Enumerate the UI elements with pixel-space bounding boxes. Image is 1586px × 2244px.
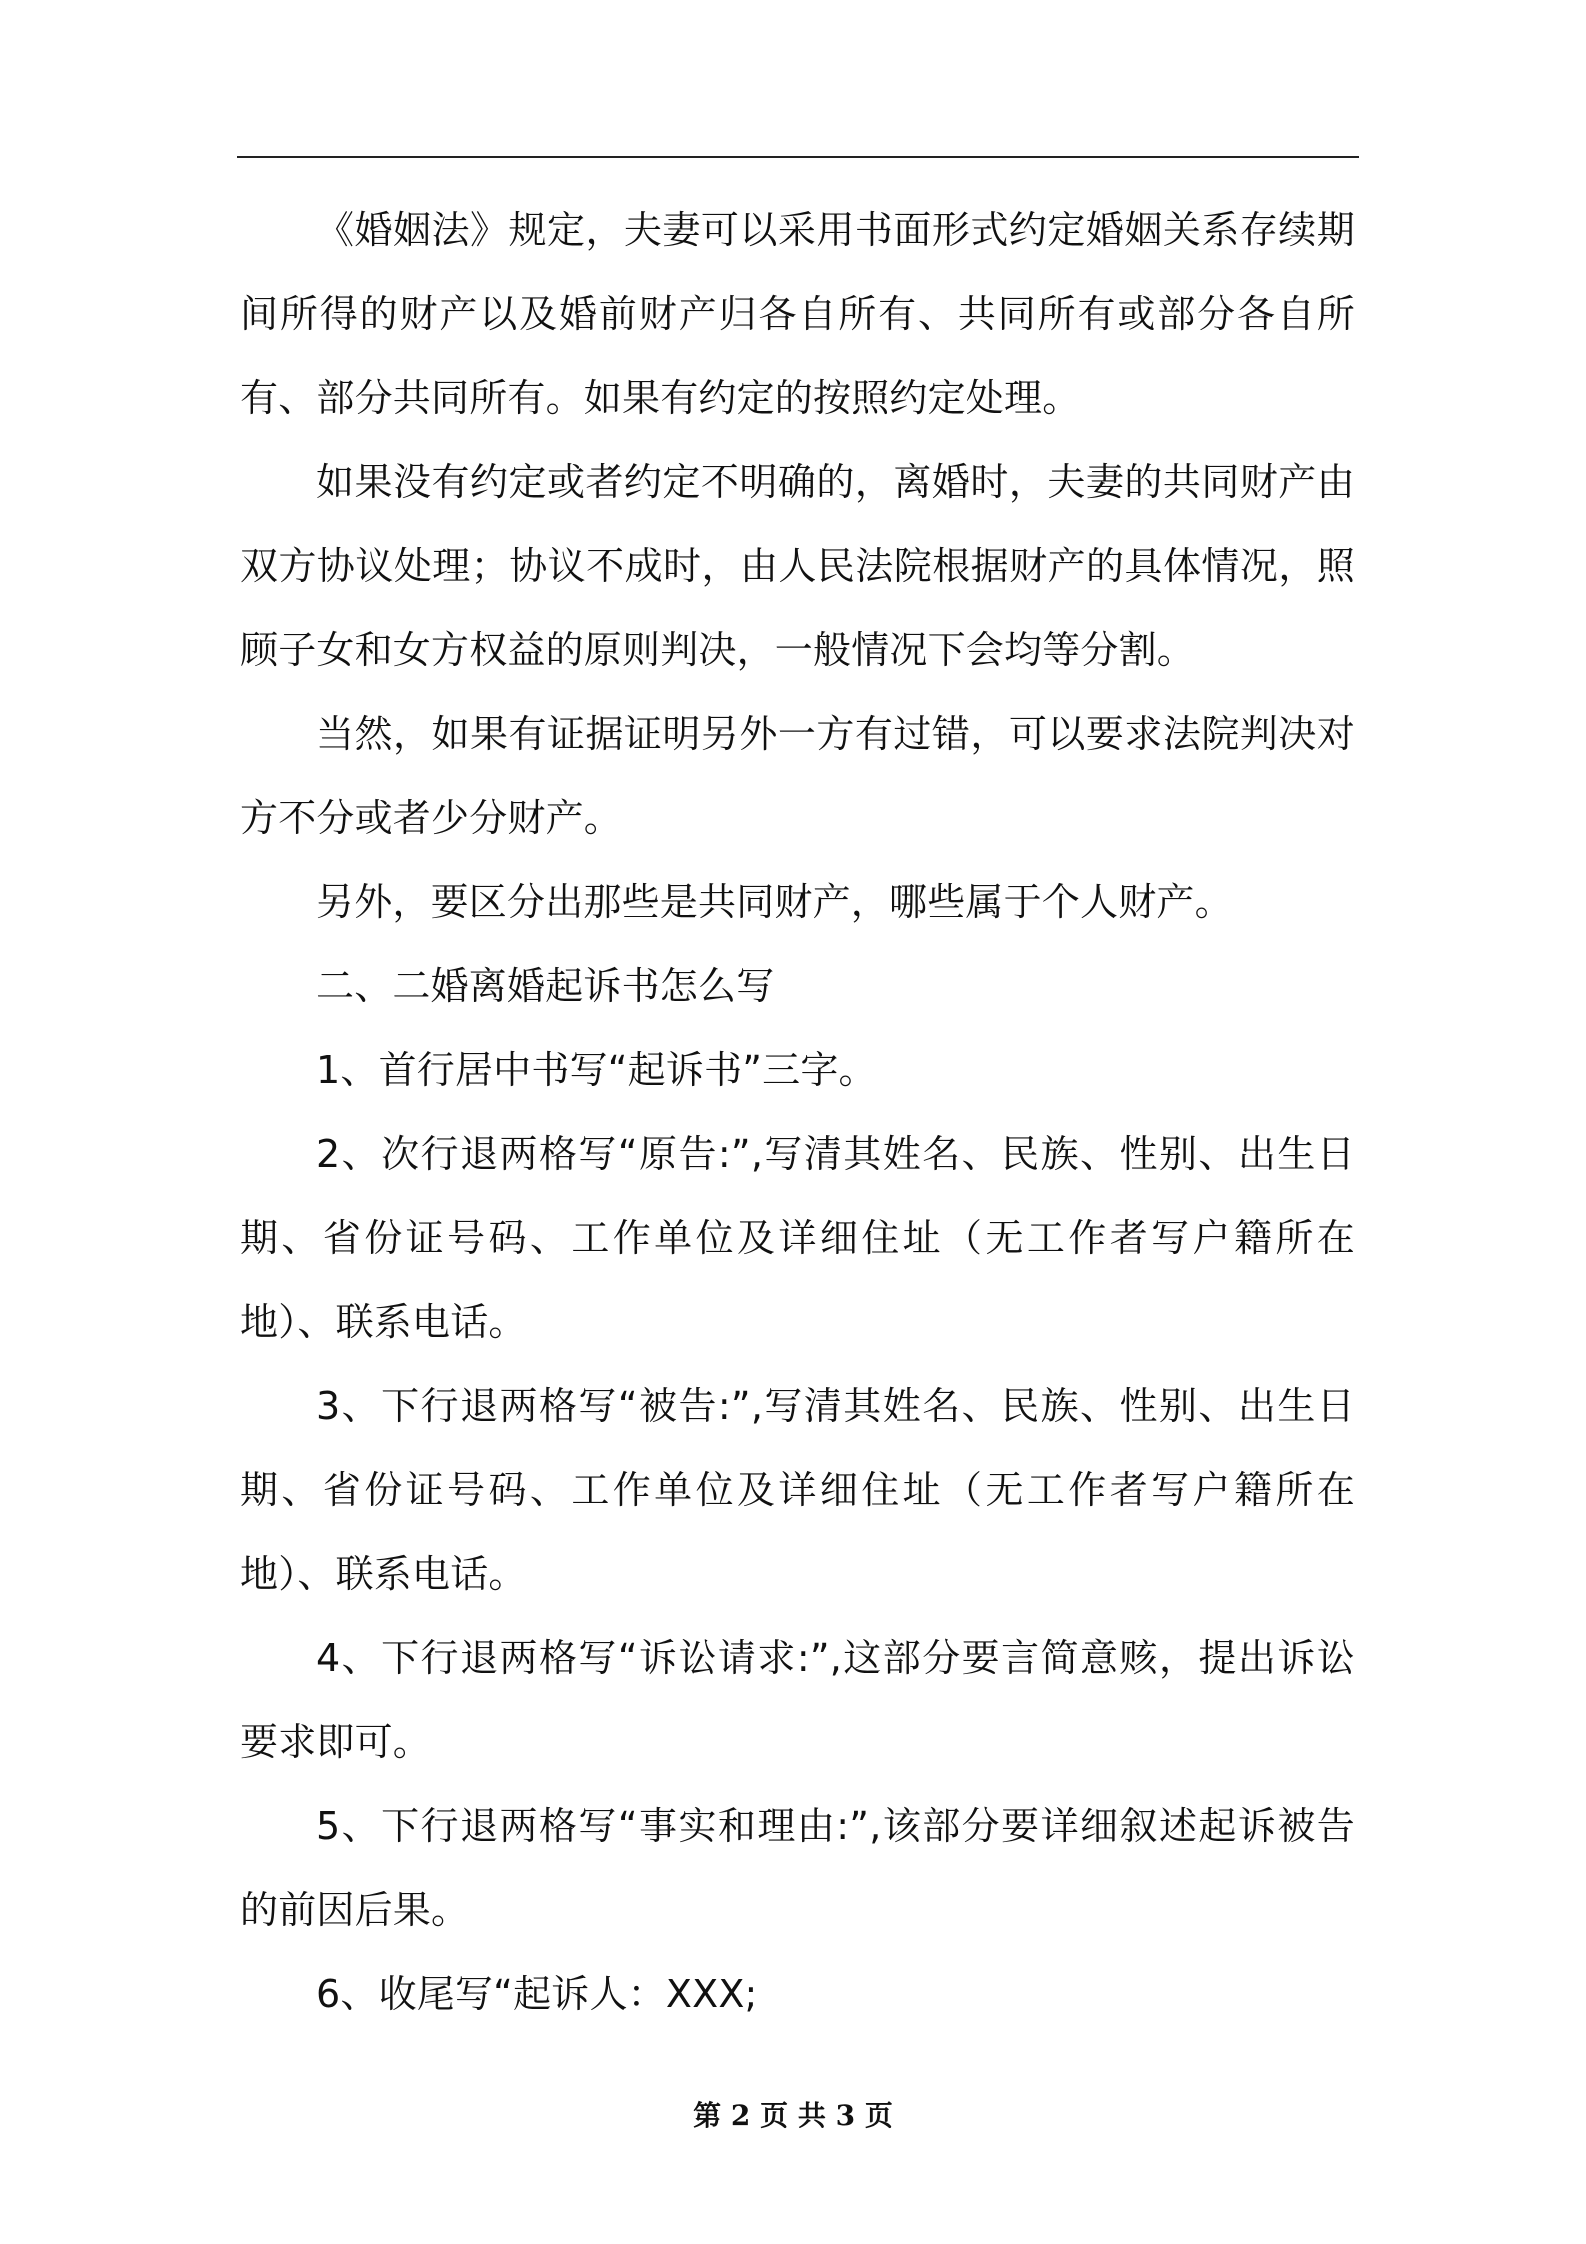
paragraph: 当然，如果有证据证明另外一方有过错，可以要求法院判决对方不分或者少分财产。 <box>240 712 1355 840</box>
header-rule <box>237 156 1359 158</box>
list-item: 4、下行退两格写“诉讼请求:”,这部分要言简意赅，提出诉讼要求即可。 <box>240 1636 1355 1764</box>
list-item: 1、首行居中书写“起诉书”三字。 <box>316 1048 877 1092</box>
list-item: 3、下行退两格写“被告:”,写清其姓名、民族、性别、出生日期、省份证号码、工作单位及详细住址（无工作者写户籍所在地）、联系电话。 <box>240 1384 1355 1596</box>
paragraph: 《婚姻法》规定，夫妻可以采用书面形式约定婚姻关系存续期间所得的财产以及婚前财产归各自所有、共同所有或部分各自所有、部分共同所有。如果有约定的按照约定处理。 <box>240 208 1355 420</box>
list-item: 2、次行退两格写“原告:”,写清其姓名、民族、性别、出生日期、省份证号码、工作单位及详细住址（无工作者写户籍所在地）、联系电话。 <box>240 1132 1355 1344</box>
document-body <box>240 188 1355 2036</box>
list-item: 6、收尾写“起诉人：XXX; <box>316 1972 758 2016</box>
section-heading: 二、二婚离婚起诉书怎么写 <box>316 964 775 1008</box>
list-item: 5、下行退两格写“事实和理由:”,该部分要详细叙述起诉被告的前因后果。 <box>240 1804 1355 1932</box>
page-number: 第 2 页 共 3 页 <box>693 2099 893 2132</box>
paragraph: 另外，要区分出那些是共同财产，哪些属于个人财产。 <box>316 880 1233 924</box>
paragraph: 如果没有约定或者约定不明确的，离婚时，夫妻的共同财产由双方协议处理；协议不成时，由人民法院根据财产的具体情况，照顾子女和女方权益的原则判决，一般情况下会均等分割。 <box>240 460 1355 672</box>
